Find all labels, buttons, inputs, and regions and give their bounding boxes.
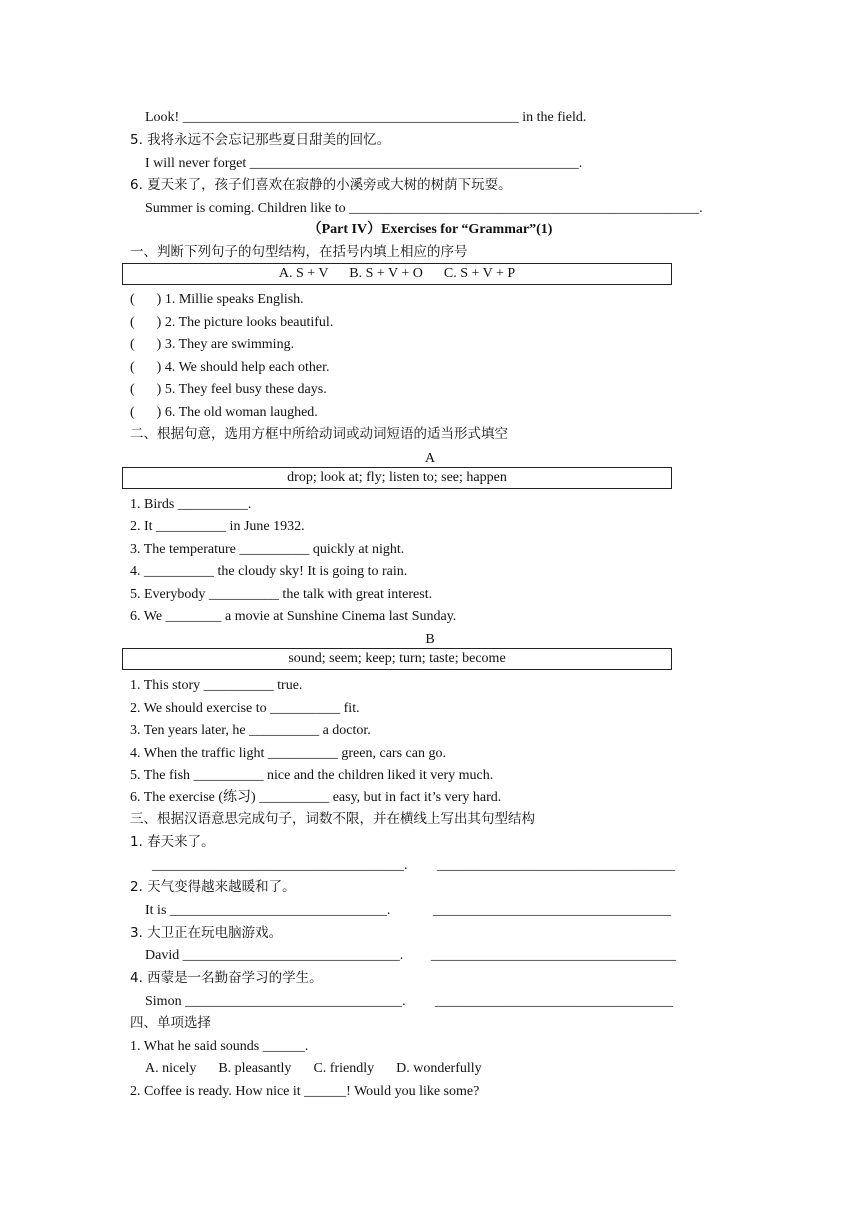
judge-item [130, 291, 304, 309]
judge-item [130, 381, 327, 399]
fill-item-b: 5. The fish __________ nice and the children liked it very much. [130, 768, 494, 783]
q5-chinese: 5. 我将永远不会忘记那些夏日甜美的回忆。 [130, 132, 391, 148]
s3-q4-answer-line: Simon _______________________________. [145, 994, 406, 1009]
fill-item-b: 3. Ten years later, he __________ a doctor. [130, 723, 371, 738]
fill-item-b: 4. When the traffic light __________ green, cars can go. [130, 746, 446, 761]
judge-item-text: 3. They are swimming. [164, 337, 295, 352]
s3-q2-pattern-line: __________________________________ [433, 903, 671, 918]
paren-close: ) [156, 337, 162, 352]
part-a-label: A [424, 451, 436, 466]
s3-q1-chinese: 1. 春天来了。 [130, 834, 215, 850]
fill-item-a: 4. __________ the cloudy sky! It is going to rain. [130, 564, 408, 579]
paren-open: ( [130, 382, 135, 397]
word-box-a: drop; look at; fly; listen to; see; happen [122, 467, 672, 489]
fill-item-a: 6. We ________ a movie at Sunshine Cinema last Sunday. [130, 609, 457, 624]
part-b-label: B [425, 632, 435, 647]
mc-option: B. pleasantly [218, 1061, 292, 1076]
judge-item-text: 1. Millie speaks English. [164, 292, 304, 307]
s3-q3-answer-line: David _______________________________. [145, 948, 404, 963]
s3-q1-answer-line: ____________________________________. [152, 858, 408, 873]
sentence-pattern-box: A. S + V B. S + V + O C. S + V + P [122, 263, 672, 285]
judge-item-text: 2. The picture looks beautiful. [164, 315, 334, 330]
paren-close: ) [156, 405, 162, 420]
s3-q3-chinese: 3. 大卫正在玩电脑游戏。 [130, 925, 283, 941]
paren-open: ( [130, 315, 135, 330]
paren-open: ( [130, 337, 135, 352]
s3-q3-pattern-line: ___________________________________ [431, 948, 676, 963]
mc-option: C. friendly [313, 1061, 375, 1076]
fill-item-a: 2. It __________ in June 1932. [130, 519, 305, 534]
fill-item-a: 5. Everybody __________ the talk with great interest. [130, 587, 433, 602]
q5-english: I will never forget _______________________________________________. [145, 156, 583, 171]
s3-q2-chinese: 2. 天气变得越来越暖和了。 [130, 879, 296, 895]
mc-question-2: 2. Coffee is ready. How nice it ______! Would you like some? [130, 1084, 480, 1099]
part-title: （Part IV）Exercises for “Grammar”(1) [307, 222, 553, 237]
paren-close: ) [156, 360, 162, 375]
judge-item-text: 4. We should help each other. [164, 360, 330, 375]
mc-options-1 [145, 1060, 482, 1078]
fill-item-a: 3. The temperature __________ quickly at night. [130, 542, 405, 557]
section1-heading: 一、判断下列句子的句型结构，在括号内填上相应的序号 [130, 244, 468, 260]
fill-item-b: 2. We should exercise to __________ fit. [130, 701, 360, 716]
judge-item-text: 6. The old woman laughed. [164, 405, 318, 420]
judge-item [130, 336, 294, 354]
q6-chinese: 6. 夏天来了，孩子们喜欢在寂静的小溪旁或大树的树荫下玩耍。 [130, 177, 512, 193]
look-sentence: Look! ________________________________________________ in the field. [145, 110, 587, 125]
fill-item-a: 1. Birds __________. [130, 497, 252, 512]
section3-heading: 三、根据汉语意思完成句子，词数不限，并在横线上写出其句型结构 [130, 811, 535, 827]
paren-close: ) [156, 315, 162, 330]
fill-item-b: 6. The exercise (练习) __________ easy, but in fact it’s very hard. [130, 790, 502, 805]
section2-heading: 二、根据句意，选用方框中所给动词或动词短语的适当形式填空 [130, 426, 508, 442]
section4-heading: 四、单项选择 [130, 1015, 211, 1031]
judge-item-text: 5. They feel busy these days. [164, 382, 327, 397]
paren-close: ) [156, 292, 162, 307]
paren-close: ) [156, 382, 162, 397]
fill-item-b: 1. This story __________ true. [130, 678, 303, 693]
s3-q1-pattern-line: __________________________________ [437, 858, 675, 873]
paren-open: ( [130, 405, 135, 420]
s3-q2-answer-line: It is _______________________________. [145, 903, 391, 918]
judge-item [130, 404, 318, 422]
mc-option: D. wonderfully [396, 1061, 482, 1076]
judge-item [130, 359, 329, 377]
q6-english: Summer is coming. Children like to __________________________________________________. [145, 201, 703, 216]
mc-question-1: 1. What he said sounds ______. [130, 1039, 309, 1054]
paren-open: ( [130, 292, 135, 307]
paren-open: ( [130, 360, 135, 375]
mc-option: A. nicely [145, 1061, 197, 1076]
s3-q4-chinese: 4. 西蒙是一名勤奋学习的学生。 [130, 970, 323, 986]
judge-item [130, 314, 333, 332]
word-box-b: sound; seem; keep; turn; taste; become [122, 648, 672, 670]
s3-q4-pattern-line: __________________________________ [435, 994, 673, 1009]
